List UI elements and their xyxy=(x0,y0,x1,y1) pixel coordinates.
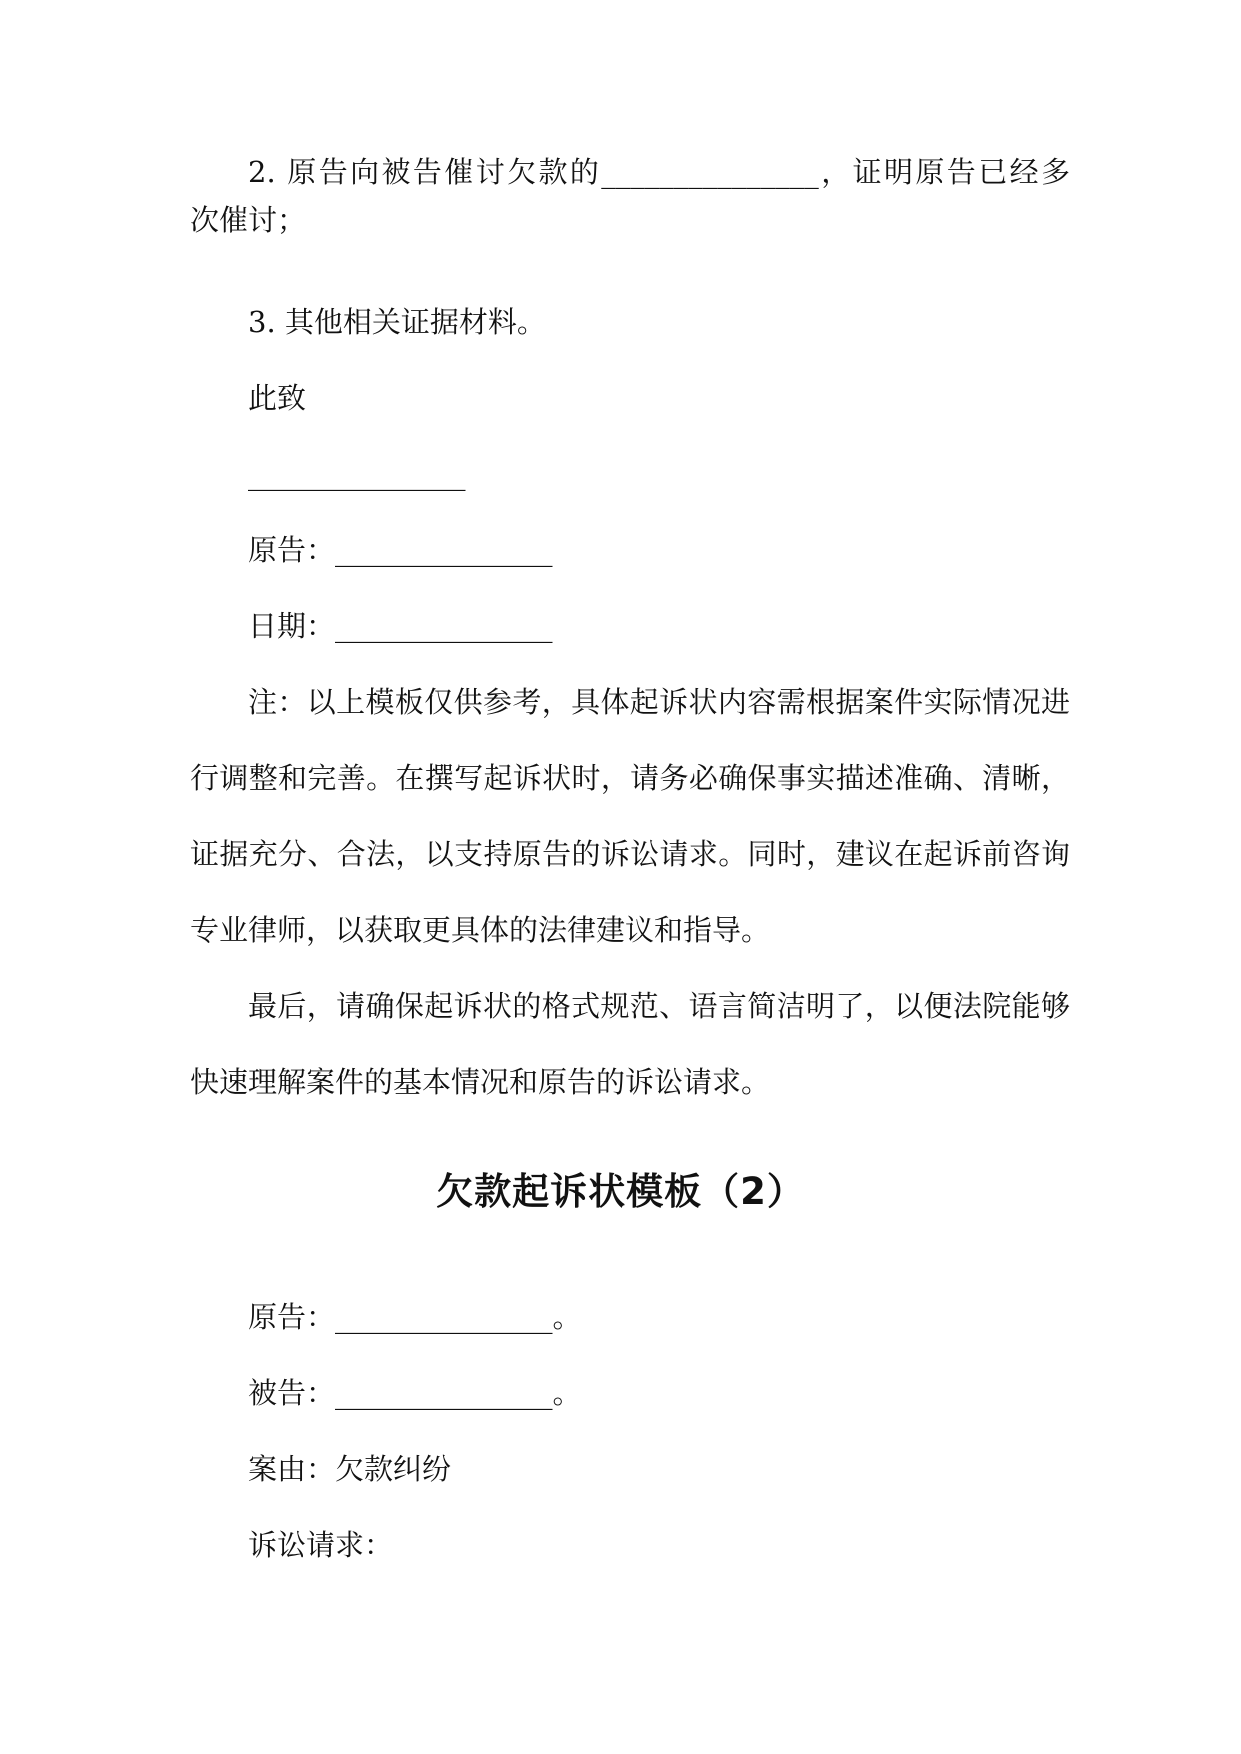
note-paragraph-line-2: 行调整和完善。在撰写起诉状时，请务必确保事实描述准确、清晰， xyxy=(190,761,1070,795)
court-name-blank: _______________ xyxy=(248,457,466,491)
final-paragraph-line-2: 快速理解案件的基本情况和原告的诉讼请求。 xyxy=(190,1065,771,1099)
salutation: 此致 xyxy=(248,381,307,415)
defendant-field: 被告：_______________。 xyxy=(248,1376,582,1410)
plaintiff-field: 原告：_______________。 xyxy=(248,1300,582,1334)
note-paragraph-line-3: 证据充分、合法，以支持原告的诉讼请求。同时，建议在起诉前咨询 xyxy=(190,837,1070,871)
date-line: 日期：_______________ xyxy=(248,609,553,643)
claims-heading: 诉讼请求： xyxy=(248,1528,394,1562)
evidence-item-2-line-1: 2. 原告向被告催讨欠款的_______________，证明原告已经多 xyxy=(248,155,1070,189)
note-paragraph-line-4: 专业律师，以获取更具体的法律建议和指导。 xyxy=(190,913,771,947)
case-cause: 案由：欠款纠纷 xyxy=(248,1452,452,1486)
template-2-title: 欠款起诉状模板（2） xyxy=(436,1170,805,1213)
evidence-item-2-line-2: 次催讨； xyxy=(190,203,307,237)
evidence-item-3: 3. 其他相关证据材料。 xyxy=(248,305,546,339)
note-paragraph-line-1: 注：以上模板仅供参考，具体起诉状内容需根据案件实际情况进 xyxy=(248,685,1070,719)
plaintiff-signature-line: 原告：_______________ xyxy=(248,533,553,567)
final-paragraph-line-1: 最后，请确保起诉状的格式规范、语言简洁明了，以便法院能够 xyxy=(248,989,1070,1023)
